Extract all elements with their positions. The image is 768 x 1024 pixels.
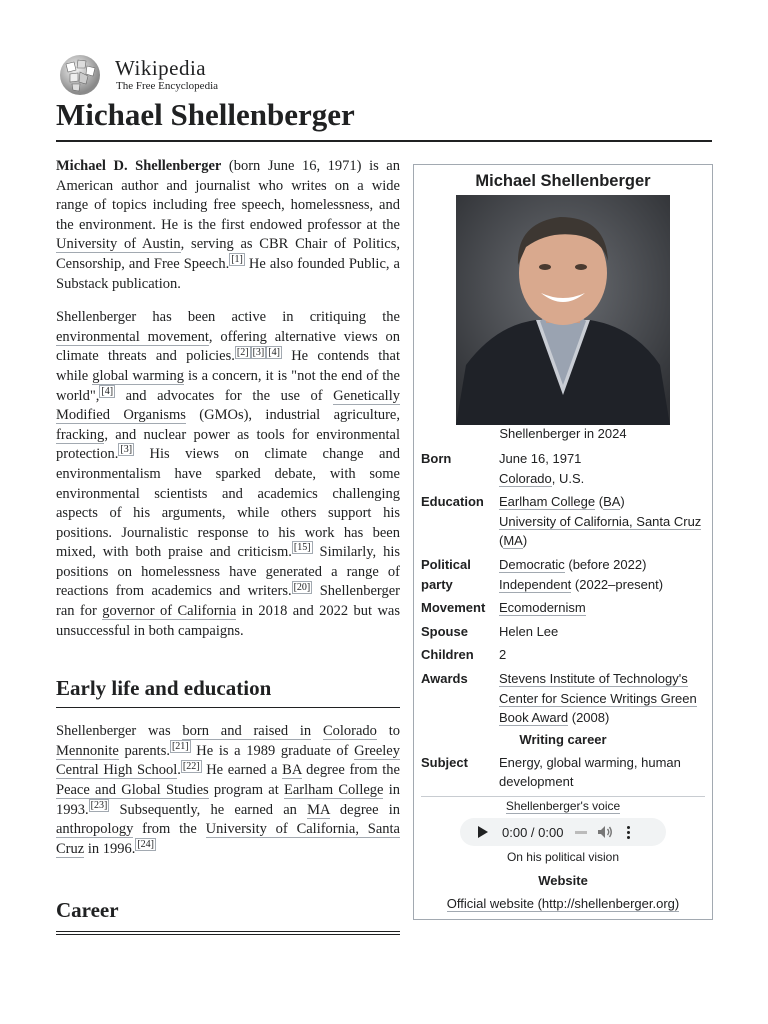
text: , serving as CBR Chair of Politics, Censorship, and Free Speech. bbox=[56, 236, 400, 272]
page-title: Michael Shellenberger bbox=[56, 94, 712, 142]
text: He earned a bbox=[201, 762, 283, 779]
citation-link[interactable]: [20] bbox=[293, 581, 311, 593]
infobox-value: 2 bbox=[499, 647, 507, 663]
infobox-label: Subject bbox=[421, 754, 468, 770]
overview-paragraph bbox=[56, 308, 400, 641]
link-uc-santa-cruz[interactable]: University of California, Santa Cruz bbox=[56, 821, 400, 857]
infobox-label: Education bbox=[421, 494, 484, 510]
article-body bbox=[56, 157, 400, 949]
citation-link[interactable]: [21] bbox=[171, 741, 189, 753]
volume-icon[interactable] bbox=[597, 825, 613, 839]
link-earlham-college[interactable]: Earlham College bbox=[284, 782, 384, 799]
official-website-link[interactable]: Official website (http://shellenberger.org) bbox=[446, 896, 680, 911]
link-uc-santa-cruz[interactable]: University of California, Santa Cruz bbox=[499, 513, 702, 529]
link-global-warming[interactable]: global warming bbox=[92, 367, 184, 384]
infobox-title: Michael Shellenberger bbox=[475, 172, 651, 190]
citation-link[interactable]: [4] bbox=[268, 346, 280, 358]
citation-link[interactable]: [1] bbox=[231, 254, 243, 266]
website-row bbox=[414, 896, 712, 911]
link-peace-global-studies[interactable]: Peace and Global Studies bbox=[56, 782, 209, 799]
divider bbox=[421, 796, 705, 797]
text: in 2018 and 2022 but was unsuccessful in both campaigns. bbox=[56, 603, 400, 639]
infobox-row-subject bbox=[421, 753, 705, 792]
infobox-row-children bbox=[421, 645, 705, 665]
text: ( bbox=[595, 494, 604, 510]
link-environmental-movement[interactable]: environmental movement bbox=[56, 328, 209, 345]
link-colorado[interactable]: Colorado bbox=[499, 470, 552, 486]
text: , and nuclear power as tools for environmental protection. bbox=[56, 426, 400, 463]
text: Subsequently, he earned an bbox=[109, 801, 308, 818]
text: program at bbox=[208, 782, 284, 799]
audio-player[interactable] bbox=[460, 818, 666, 846]
text: (before 2022) bbox=[564, 556, 647, 572]
link-greeley-central[interactable]: Greeley Central High School bbox=[56, 742, 400, 779]
text: He contends that while bbox=[56, 348, 400, 384]
link-green-book-award[interactable]: Stevens Institute of Technology's Center for Science Writings Green Book Award bbox=[499, 670, 697, 726]
portrait-image bbox=[456, 195, 670, 425]
infobox-value bbox=[499, 492, 705, 551]
infobox-label: Awards bbox=[421, 670, 468, 686]
text: Shellenberger was bbox=[56, 723, 183, 740]
citation-link[interactable]: [4] bbox=[101, 385, 114, 397]
text: from the bbox=[133, 821, 206, 838]
text: June 16, 1971 bbox=[499, 451, 582, 466]
text: His views on climate change and environmentalism have sparked debate, with some environmental scientists and academics challenging aspects of his arguments, while others support his positions. Journalistic response to his work has been mixed, with both praise and criticism. bbox=[56, 446, 400, 561]
voice-title-link[interactable] bbox=[414, 799, 712, 813]
link-gmo[interactable]: Genetically Modified Organisms bbox=[56, 387, 400, 424]
text: degree from the bbox=[301, 762, 400, 779]
citation-link[interactable]: [22] bbox=[182, 760, 200, 772]
wikipedia-wordmark: Wikipedia bbox=[115, 56, 207, 80]
link-anthropology[interactable]: anthropology bbox=[56, 821, 134, 838]
infobox-label: Children bbox=[421, 647, 474, 663]
infobox-row-born bbox=[421, 449, 705, 488]
subject-name: Michael D. Shellenberger bbox=[56, 158, 222, 174]
link-mennonite[interactable]: Mennonite bbox=[56, 742, 119, 759]
text: parents. bbox=[118, 742, 170, 759]
wikipedia-tagline: The Free Encyclopedia bbox=[116, 80, 219, 92]
link-independent[interactable]: Independent bbox=[499, 576, 572, 592]
link-democratic[interactable]: Democratic bbox=[499, 556, 565, 572]
text: Shellenberger has been active in critiquing the bbox=[56, 309, 400, 326]
infobox-rows bbox=[421, 449, 705, 796]
link-university-of-austin[interactable]: University of Austin bbox=[56, 236, 181, 253]
intro-paragraph bbox=[56, 157, 400, 294]
text: ) bbox=[620, 494, 625, 510]
link-ma[interactable]: MA bbox=[503, 533, 523, 549]
link-ba[interactable]: BA bbox=[603, 494, 621, 510]
wikipedia-globe-icon bbox=[56, 54, 104, 96]
audio-time: 0:00 / 0:00 bbox=[502, 824, 564, 840]
link-colorado[interactable]: Colorado bbox=[322, 723, 377, 740]
citation-link[interactable]: [3] bbox=[120, 444, 133, 456]
text: He also founded Public, a Substack publication. bbox=[56, 255, 400, 292]
text: and advocates for the use of bbox=[115, 387, 334, 404]
link-fracking[interactable]: fracking bbox=[56, 426, 105, 443]
text: . bbox=[177, 762, 181, 779]
text: , offering alternative views on climate threats and policies. bbox=[56, 328, 400, 365]
text: He is a 1989 graduate of bbox=[190, 742, 355, 759]
text: (born June 16, 1971) is an American author and journalist who writes on a wide range of topics including free speech, homelessness, and the environment. He is the first endowed professor at the bbox=[56, 158, 400, 233]
infobox-row-awards bbox=[421, 669, 705, 728]
text: (2008) bbox=[568, 710, 610, 726]
text: , U.S. bbox=[551, 470, 585, 486]
more-options-icon[interactable] bbox=[627, 826, 631, 839]
text: Shellenberger ran for bbox=[56, 583, 400, 620]
section-heading-early-life: Early life and education bbox=[56, 675, 400, 708]
link-governor-of-california[interactable]: governor of California bbox=[102, 603, 237, 620]
citation-link[interactable]: [2] bbox=[236, 346, 249, 358]
citation-link[interactable]: [24] bbox=[137, 838, 155, 850]
infobox-row-movement bbox=[421, 598, 705, 618]
infobox-row-education bbox=[421, 492, 705, 551]
text: in 1996. bbox=[84, 840, 136, 857]
link-ba[interactable]: BA bbox=[282, 762, 302, 779]
voice-caption: On his political vision bbox=[506, 850, 620, 864]
citation-link[interactable]: [23] bbox=[90, 799, 108, 811]
text: in 1993. bbox=[56, 782, 400, 818]
infobox-value bbox=[499, 449, 705, 488]
infobox-label: Born bbox=[421, 451, 452, 466]
text: (2022–present) bbox=[571, 576, 664, 592]
text bbox=[311, 723, 323, 739]
website-label: Website bbox=[538, 873, 588, 888]
text: (GMOs), industrial agriculture, bbox=[185, 407, 400, 424]
infobox-label: Movement bbox=[421, 600, 486, 616]
text: degree in bbox=[329, 801, 400, 818]
link-born-and-raised[interactable]: born and raised in bbox=[182, 723, 312, 740]
text: ) bbox=[522, 533, 528, 549]
audio-progress-bar[interactable] bbox=[575, 831, 587, 834]
text: ( bbox=[499, 533, 504, 549]
infobox-value: Energy, global warming, human development bbox=[499, 754, 681, 790]
infobox-label: Spouse bbox=[421, 623, 468, 639]
text: to bbox=[376, 723, 401, 740]
citation-link[interactable]: [15] bbox=[293, 542, 311, 554]
wikipedia-logo[interactable] bbox=[56, 54, 256, 94]
early-life-paragraph bbox=[56, 722, 400, 859]
link-ecomodernism[interactable]: Ecomodernism bbox=[499, 600, 586, 616]
infobox-row-spouse bbox=[421, 622, 705, 642]
link-ma[interactable]: MA bbox=[307, 801, 330, 818]
text: Similarly, his positions on homelessness have generated a range of reactions from academics and writers. bbox=[56, 544, 401, 600]
infobox-subheader-writing-career: Writing career bbox=[519, 731, 607, 747]
portrait-caption: Shellenberger in 2024 bbox=[499, 426, 627, 441]
citation-link[interactable]: [3] bbox=[252, 346, 265, 358]
infobox-value bbox=[499, 598, 705, 618]
text: is a concern, it is "not the end of the world", bbox=[56, 367, 400, 404]
infobox bbox=[413, 164, 713, 920]
portrait-photo[interactable] bbox=[456, 195, 670, 425]
voice-file-link[interactable]: Shellenberger's voice bbox=[505, 799, 621, 813]
section-heading-career: Career bbox=[56, 897, 400, 935]
link-earlham-college[interactable]: Earlham College bbox=[499, 494, 596, 510]
infobox-label: Political party bbox=[421, 556, 471, 592]
infobox-row-party bbox=[421, 555, 705, 594]
infobox-value bbox=[499, 555, 705, 594]
infobox-value: Helen Lee bbox=[499, 623, 559, 639]
infobox-value bbox=[499, 669, 705, 728]
play-icon[interactable] bbox=[478, 826, 488, 838]
